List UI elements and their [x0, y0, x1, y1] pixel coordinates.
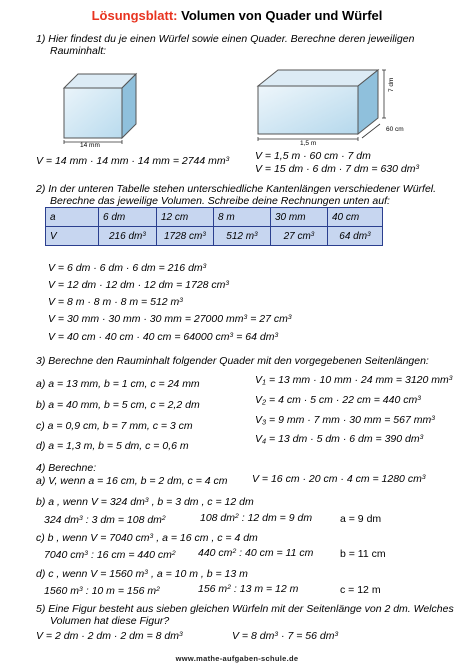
q4-c-step-1: 7040 $cm^3$ : 16 cm = 440 $cm^2$: [44, 549, 176, 561]
q4-d-line: d) c , wenn V = 1560 $m^3$ , a = 10 m , b = 13 m: [36, 568, 248, 580]
table-cell: 216 $dm^3$: [99, 227, 157, 246]
q3-answer-4: V4 = 13 dm · 5 dm · 6 dm = 390 $dm^3$: [255, 433, 424, 446]
q3-item-b: b) a = 40 mm, b = 5 cm, c = 2,2 dm: [36, 399, 200, 411]
table-row-volume: [46, 227, 383, 246]
q1-cuboid-formula-2: V = 15 dm · 6 dm · 7 dm = 630 $dm^3$: [255, 163, 420, 175]
q3-text: 3) Berechne den Rauminhalt folgender Quader mit den vorgegebenen Seitenlängen:: [36, 355, 429, 367]
cube-edge-label: 14 mm: [80, 142, 100, 149]
table-cell: 12 cm: [157, 208, 214, 227]
table-cell-v-label: V: [46, 227, 99, 246]
table-cell: 27 $cm^3$: [271, 227, 328, 246]
table-cell: 512 $m^3$: [214, 227, 271, 246]
q1-text-line1: 1) Hier findest du je einen Würfel sowie einen Quader. Berechne deren jeweiligen: [36, 33, 415, 45]
q4-b-result: a = 9 dm: [340, 513, 382, 525]
q3-item-a: a) a = 13 mm, b = 1 cm, c = 24 mm: [36, 378, 200, 390]
cuboid-height-label: 7 dm: [388, 77, 395, 92]
q2-calc-1: V = 6 dm · 6 dm · 6 dm = 216 $dm^3$: [48, 262, 207, 274]
table-cell: 40 cm: [328, 208, 383, 227]
table-cell: 30 mm: [271, 208, 328, 227]
table-cell: 6 dm: [99, 208, 157, 227]
q3-answer-1: V1 = 13 mm · 10 mm · 24 mm = 3120 $mm^3$: [255, 374, 453, 387]
footer-url[interactable]: www.mathe-aufgaben-schule.de: [175, 654, 299, 663]
q4-c-result: b = 11 cm: [340, 548, 386, 560]
q3-item-c: c) a = 0,9 cm, b = 7 mm, c = 3 cm: [36, 420, 193, 432]
q4-b-step-1: 324 $dm^3$ : 3 dm = 108 $dm^2$: [44, 514, 166, 526]
q4-b-line: b) a , wenn V = 324 $dm^3$ , b = 3 dm , c = 12 dm: [36, 496, 254, 508]
q2-calc-5: V = 40 cm · 40 cm · 40 cm = 64000 $cm^3 = 64$ $dm^3$: [48, 331, 279, 343]
q4-c-step-2: 440 $cm^2$ : 40 cm = 11 cm: [198, 547, 314, 559]
q5-text-line2: Volumen hat diese Figur?: [50, 615, 170, 627]
q3-item-d: d) a = 1,3 m, b = 5 dm, c = 0,6 m: [36, 440, 189, 452]
q5-calc-2: V = 8 $dm^3 \cdot 7 = 56$ $dm^3$: [232, 630, 339, 642]
cube-volume-table: [45, 207, 383, 246]
q1-text-line2: Rauminhalt:: [50, 45, 107, 57]
q4-b-step-2: 108 $dm^2$ : 12 dm = 9 dm: [200, 512, 313, 524]
q2-calc-3: V = 8 m · 8 m · 8 m = 512 $m^3$: [48, 296, 184, 308]
q4-title: 4) Berechne:: [36, 462, 97, 474]
q2-calc-2: V = 12 dm · 12 dm · 12 dm = 1728 $cm^3$: [48, 279, 230, 291]
q2-text-line1: 2) In der unteren Tabelle stehen unterschiedliche Kantenlängen verschiedener Würfel.: [36, 183, 437, 195]
q5-calc-1: V = 2 dm · 2 dm · 2 dm = 8 $dm^3$: [36, 630, 183, 642]
page-title: [0, 8, 474, 23]
table-cell: 64 $dm^3$: [328, 227, 383, 246]
cuboid-drawing: [250, 64, 400, 146]
cube-drawing: [56, 70, 146, 150]
q1-cuboid-formula-1: V = 1,5 m · 60 cm · 7 dm: [255, 150, 371, 162]
q4-d-step-1: 1560 $m^3$ : 10 m = 156 $m^2$: [44, 585, 160, 597]
q4-d-result: c = 12 m: [340, 584, 381, 596]
q1-cube-formula: V = 14 mm · 14 mm · 14 mm = 2744 $mm^3$: [36, 155, 230, 167]
q2-calc-4: V = 30 mm · 30 mm · 30 mm = 27000 $mm^3 = 27$ $cm^3$: [48, 313, 292, 325]
table-cell: 8 m: [214, 208, 271, 227]
q5-text-line1: 5) Eine Figur besteht aus sieben gleichen Würfeln mit der Seitenlänge von 2 dm. Welches: [36, 603, 454, 615]
title-rest: Volumen von Quader und Würfel: [177, 8, 383, 23]
q4-a-line: a) V, wenn a = 16 cm, b = 2 dm, c = 4 cm: [36, 475, 228, 487]
q4-c-line: c) b , wenn V = 7040 $cm^3$ , a = 16 cm , c = 4 dm: [36, 532, 258, 544]
table-cell: 1728 $cm^3$: [157, 227, 214, 246]
table-cell-a-label: a: [46, 208, 99, 227]
cuboid-length-label: 1,5 m: [300, 140, 317, 147]
q4-a-answer: V = 16 cm · 20 cm · 4 cm = 1280 $cm^3$: [252, 473, 426, 485]
title-highlight: Lösungsblatt:: [91, 8, 178, 23]
cuboid-depth-label: 60 cm: [386, 126, 404, 133]
q3-answer-3: V3 = 9 mm · 7 mm · 30 mm = 567 $mm^3$: [255, 414, 436, 427]
q3-answer-2: V2 = 4 cm · 5 cm · 22 cm = 440 $cm^3$: [255, 394, 422, 407]
q2-text-line2: Berechne das jeweilige Volumen. Schreibe deine Rechnungen unten auf:: [50, 195, 390, 207]
table-row-edge: [46, 208, 383, 227]
q4-d-step-2: 156 $m^2$ : 13 m = 12 m: [198, 583, 299, 595]
